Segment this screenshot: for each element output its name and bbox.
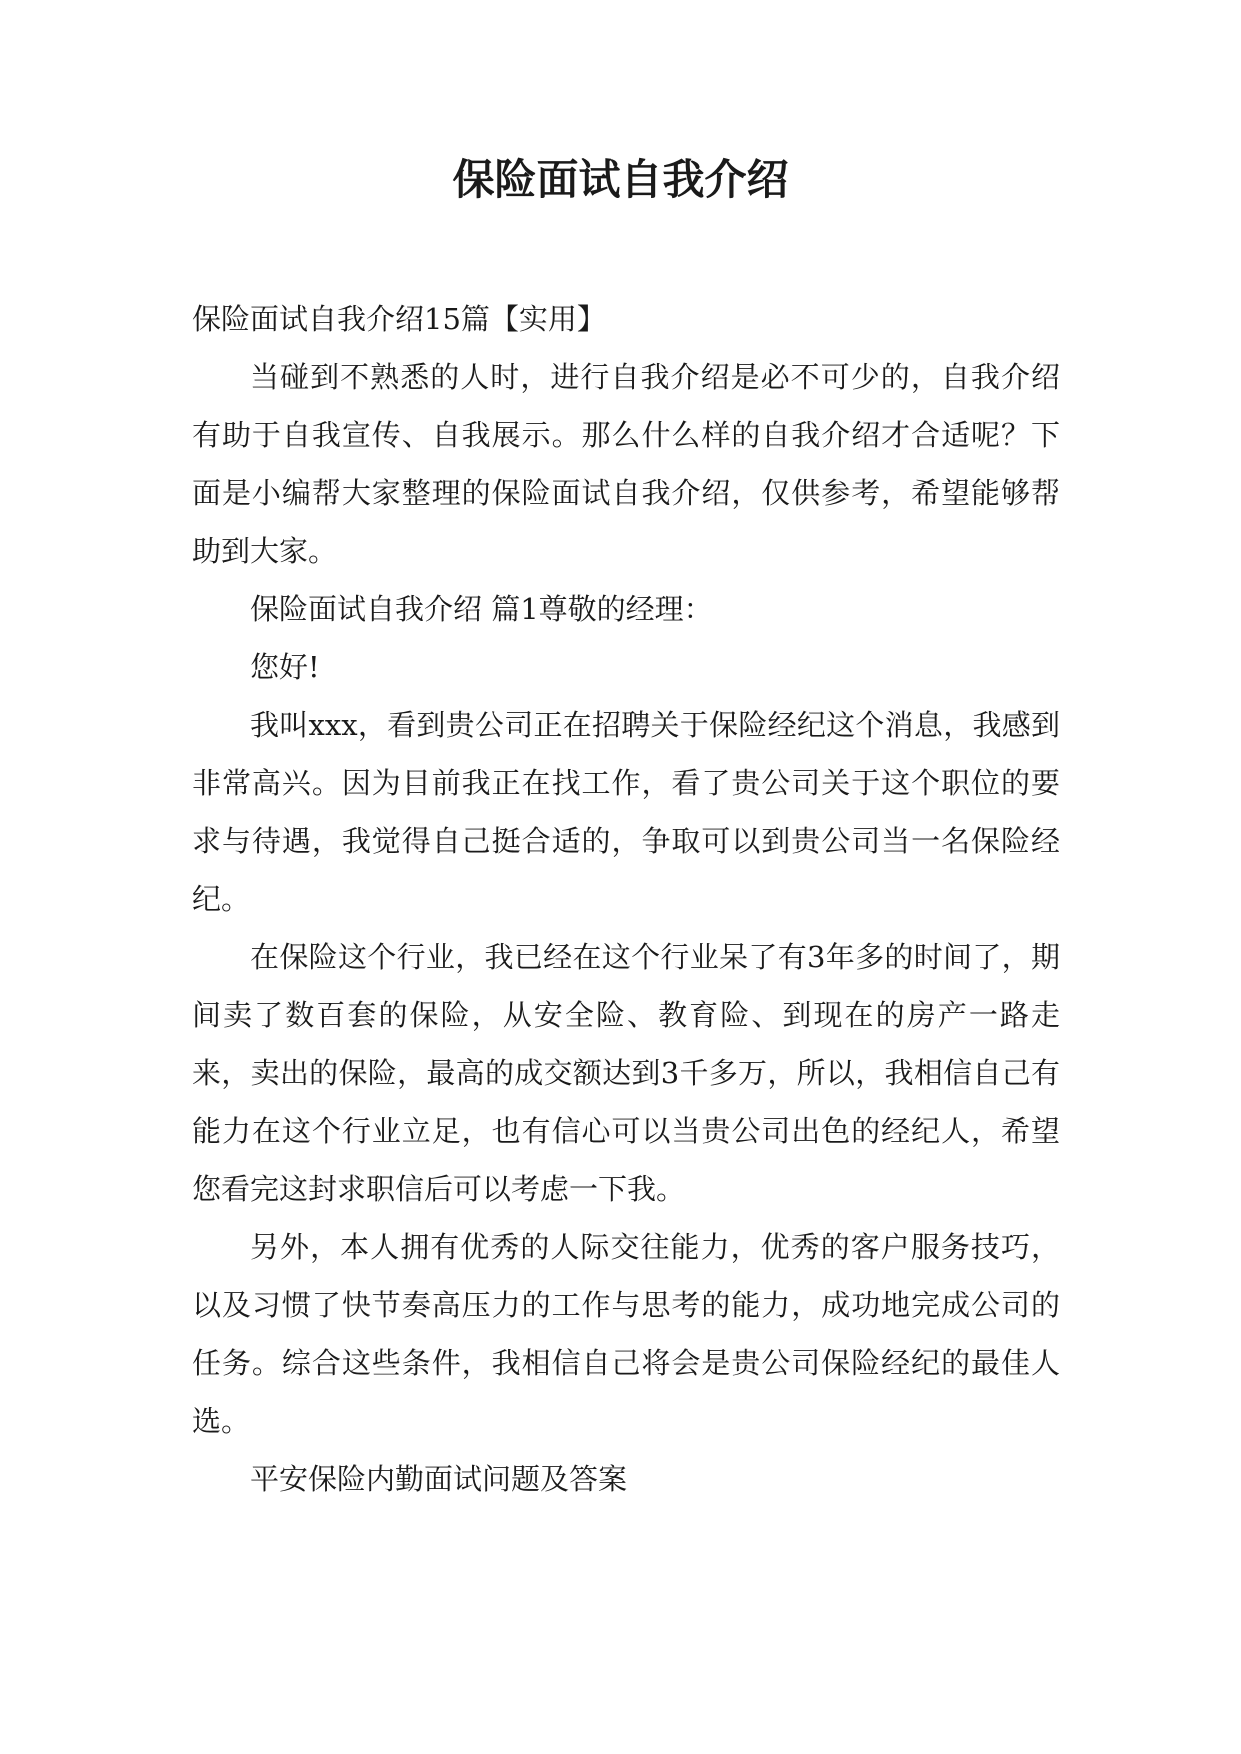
paragraph-subtitle: 保险面试自我介绍15篇【实用】 xyxy=(192,302,606,336)
paragraph-next-heading: 平安保险内勤面试问题及答案 xyxy=(250,1462,628,1496)
document-title: 保险面试自我介绍 xyxy=(452,155,789,204)
paragraph-body-1: 我叫xxx，看到贵公司正在招聘关于保险经纪这个消息，我感到非常高兴。因为目前我正在找工作，看了贵公司关于这个职位的要求与待遇，我觉得自己挺合适的，争取可以到贵公司当一名保险经纪。 xyxy=(192,708,1060,916)
paragraph-section-heading: 保险面试自我介绍 篇1尊敬的经理： xyxy=(250,592,713,626)
document-body xyxy=(192,290,1060,1508)
paragraph-intro: 当碰到不熟悉的人时，进行自我介绍是必不可少的，自我介绍有助于自我宣传、自我展示。那么什么样的自我介绍才合适呢？下面是小编帮大家整理的保险面试自我介绍，仅供参考，希望能够帮助到大家。 xyxy=(192,360,1060,568)
paragraph-body-2: 在保险这个行业，我已经在这个行业呆了有3年多的时间了，期间卖了数百套的保险，从安全险、教育险、到现在的房产一路走来，卖出的保险，最高的成交额达到3千多万，所以，我相信自己有能力在这个行业立足，也有信心可以当贵公司出色的经纪人，希望您看完这封求职信后可以考虑一下我。 xyxy=(192,940,1060,1206)
paragraph-body-3: 另外，本人拥有优秀的人际交往能力，优秀的客户服务技巧，以及习惯了快节奏高压力的工作与思考的能力，成功地完成公司的任务。综合这些条件，我相信自己将会是贵公司保险经纪的最佳人选。 xyxy=(192,1230,1060,1438)
paragraph-greeting: 您好! xyxy=(250,650,320,684)
